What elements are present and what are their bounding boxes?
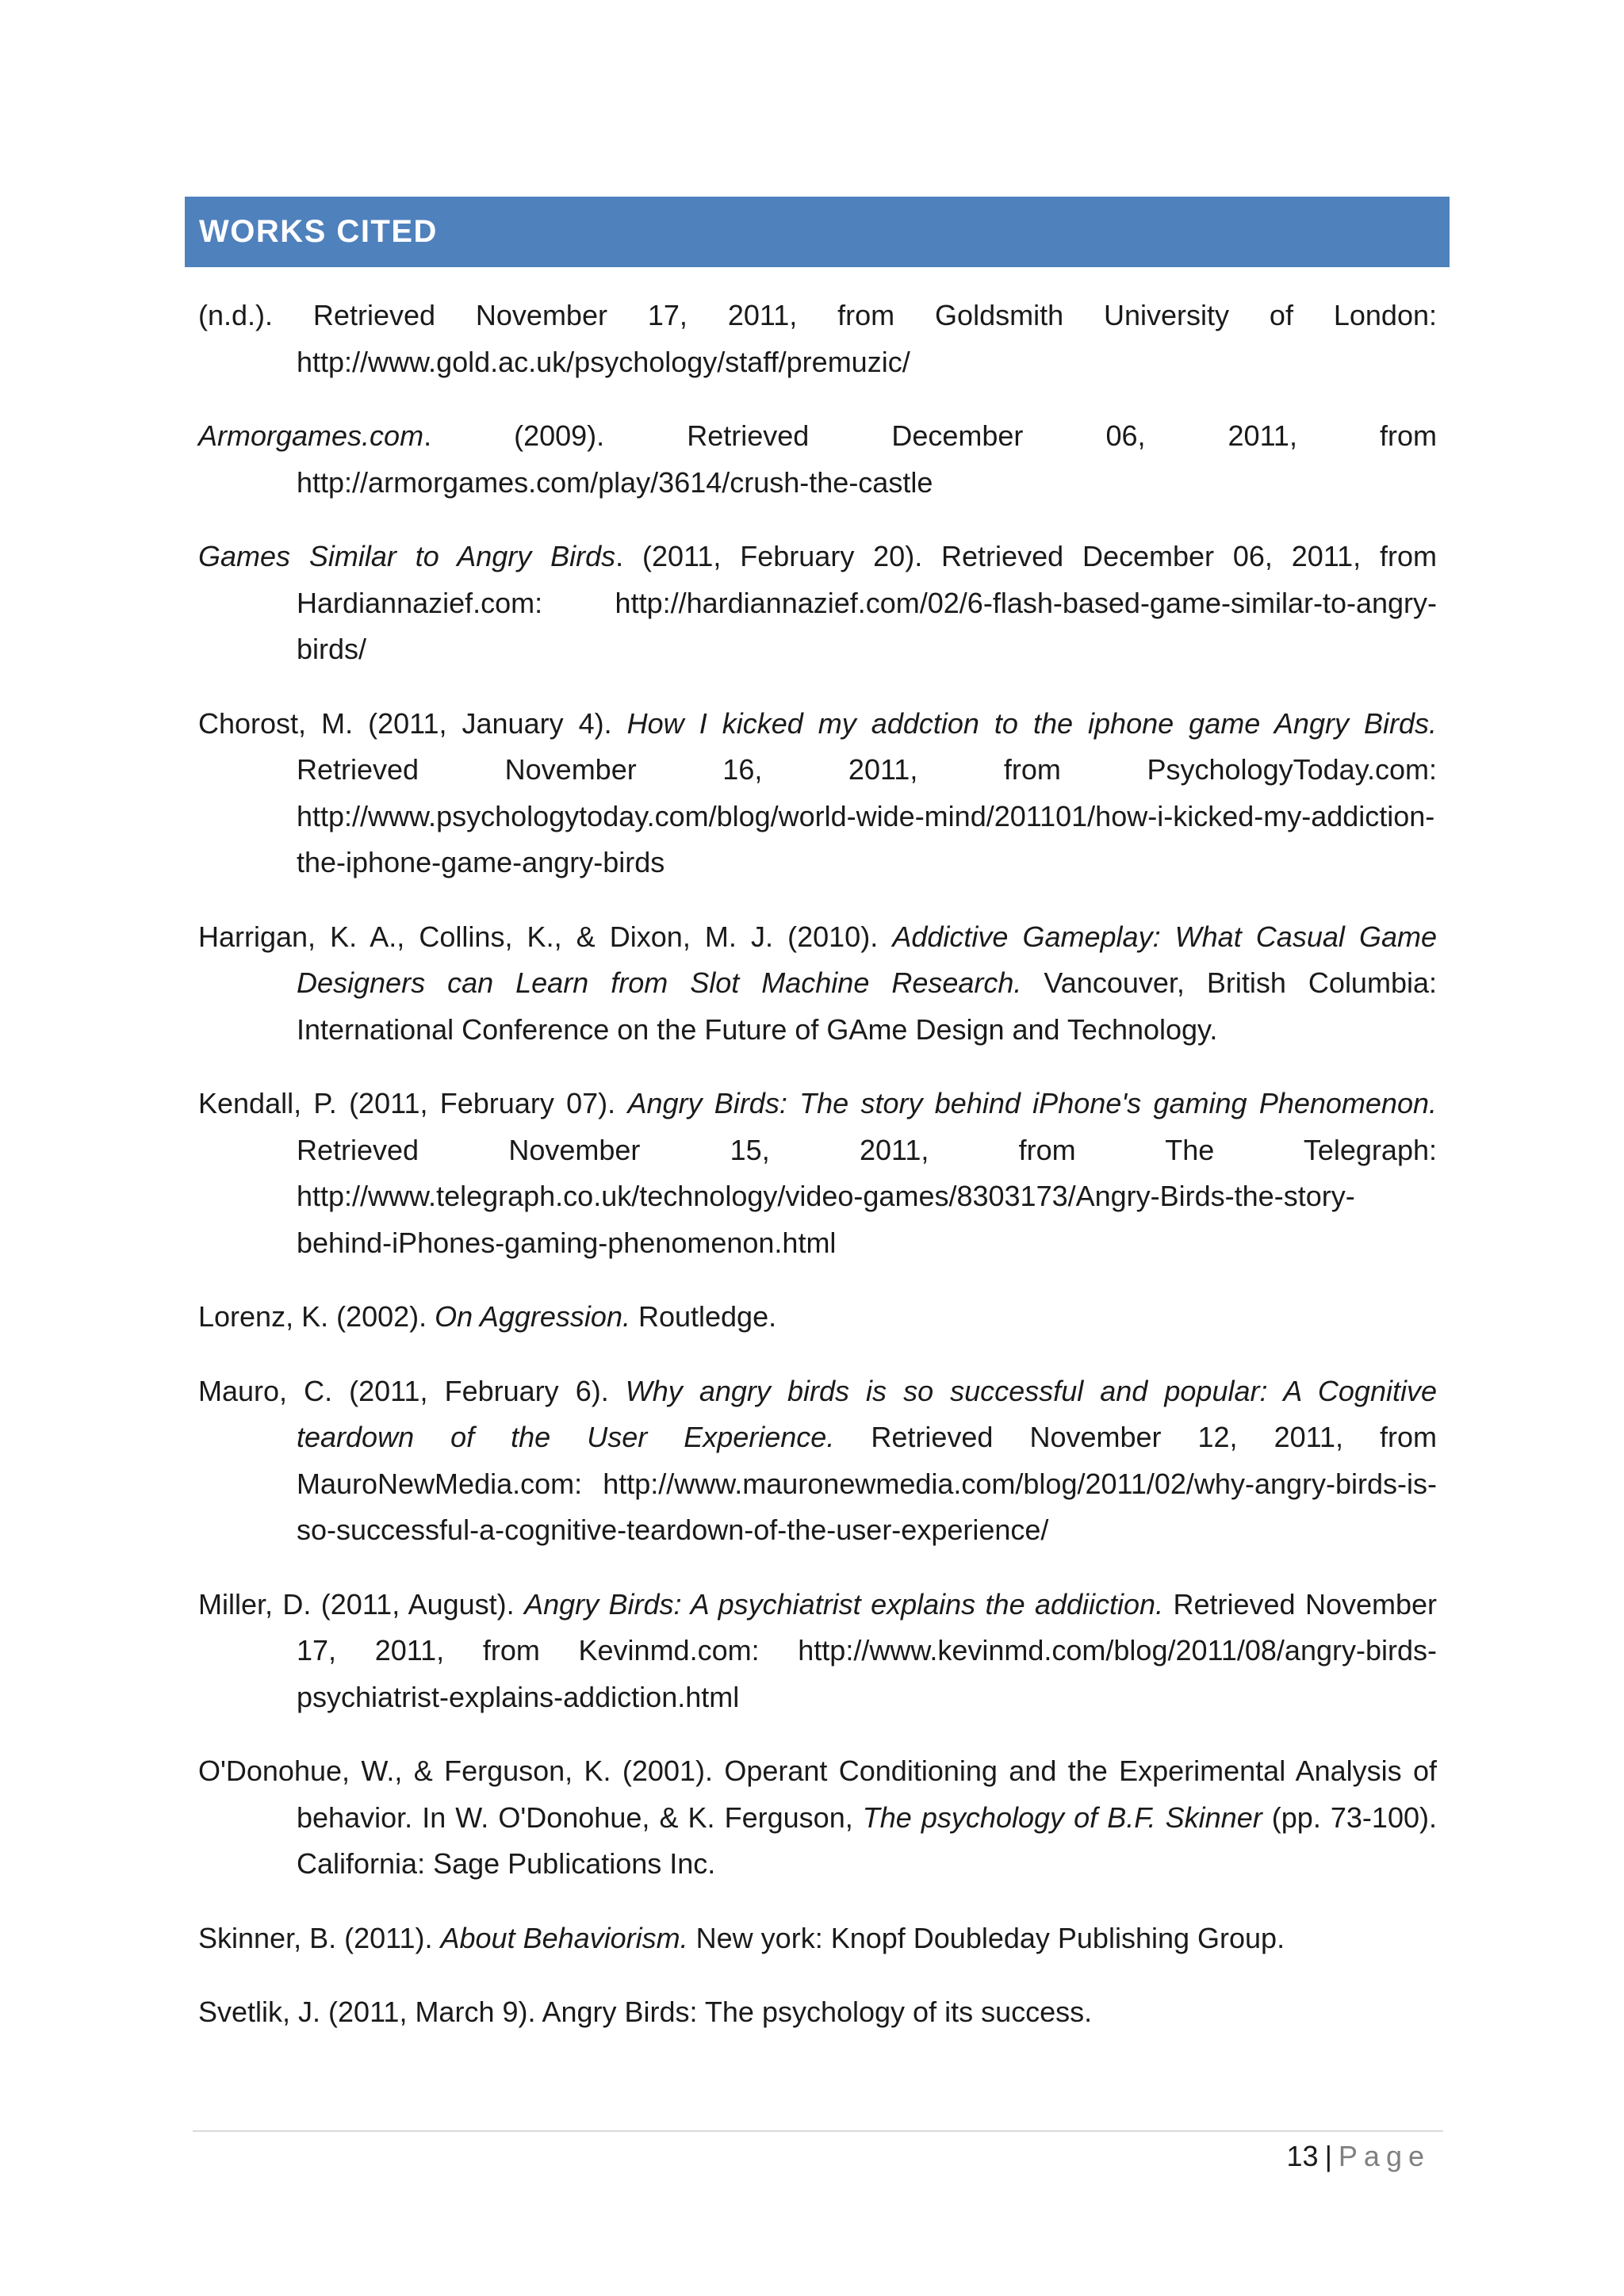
reference-entry	[198, 1582, 1437, 1721]
reference-text: Skinner, B. (2011).	[198, 1921, 441, 1954]
reference-title: About Behaviorism.	[440, 1921, 688, 1954]
reference-text: Retrieved November 12, 2011, from MauroNewMedia.com: http://www.mauronewmedia.com/blog/2011/02/why-angry-birds-is-so-successful-a-cognitive-teardown-of-the-user-experience/	[297, 1421, 1437, 1546]
reference-entry	[198, 1081, 1437, 1266]
reference-title: Armorgames.com	[198, 419, 424, 452]
reference-title: Angry Birds: The story behind iPhone's gaming Phenomenon.	[627, 1087, 1437, 1119]
page-number: 13	[1286, 2140, 1319, 2172]
reference-text: Retrieved November 16, 2011, from PsychologyToday.com: http://www.psychologytoday.com/blog/world-wide-mind/201101/how-i-kicked-my-addiction-the-iphone-game-angry-birds	[297, 753, 1437, 878]
reference-text: New york: Knopf Doubleday Publishing Group.	[688, 1921, 1285, 1954]
page-label: Page	[1338, 2140, 1431, 2172]
reference-text: Lorenz, K. (2002).	[198, 1300, 435, 1333]
footer-divider	[193, 2130, 1443, 2132]
reference-title: On Aggression.	[435, 1300, 630, 1333]
reference-title: Why angry birds is so successful and popular: A Cognitive teardown of the User Experience.	[297, 1374, 1437, 1453]
reference-text: Harrigan, K. A., Collins, K., & Dixon, M. J. (2010).	[198, 920, 893, 953]
works-cited-heading-bar	[185, 197, 1450, 267]
page-footer	[1287, 2137, 1431, 2176]
reference-text: O'Donohue, W., & Ferguson, K. (2001). Operant Conditioning and the Experimental Analysis of behavior. In W. O'Donohue, & K. Ferguson,	[198, 1755, 1437, 1834]
reference-entry	[198, 413, 1437, 506]
reference-entry	[198, 1368, 1437, 1554]
reference-text: Svetlik, J. (2011, March 9). Angry Birds: The psychology of its success.	[198, 1996, 1093, 2028]
reference-title: Addictive Gameplay: What Casual Game Designers can Learn from Slot Machine Research.	[297, 920, 1437, 999]
reference-entry	[198, 1915, 1437, 1962]
reference-entry	[198, 534, 1437, 673]
reference-title: How I kicked my addction to the iphone game Angry Birds.	[626, 706, 1437, 740]
reference-text: Miller, D. (2011, August).	[198, 1587, 525, 1621]
reference-text: Mauro, C. (2011, February 6).	[198, 1374, 626, 1407]
footer-separator: |	[1324, 2140, 1332, 2172]
reference-entry	[198, 914, 1437, 1054]
reference-list	[198, 293, 1437, 2064]
reference-text: . (2009). Retrieved December 06, 2011, from http://armorgames.com/play/3614/crush-the-castle	[297, 419, 1437, 499]
reference-entry	[198, 1989, 1437, 2036]
reference-text: Chorost, M. (2011, January 4).	[198, 706, 627, 740]
reference-entry	[198, 1748, 1437, 1888]
reference-title: Angry Birds: A psychiatrist explains the addiiction.	[524, 1587, 1164, 1621]
reference-text: (n.d.). Retrieved November 17, 2011, from Goldsmith University of London: http://www.gold.ac.uk/psychology/staff/premuzic/	[198, 299, 1437, 378]
reference-title: Games Similar to Angry Birds	[198, 540, 616, 572]
reference-text: Retrieved November 15, 2011, from The Telegraph: http://www.telegraph.co.uk/technology/video-games/8303173/Angry-Birds-the-story-behind-iPhones-gaming-phenomenon.html	[297, 1133, 1437, 1259]
reference-text: (pp. 73-100). California: Sage Publications Inc.	[297, 1800, 1437, 1880]
reference-text: . (2011, February 20). Retrieved December 06, 2011, from Hardiannazief.com: http://hardiannazief.com/02/6-flash-based-game-similar-to-angry-birds/	[297, 540, 1438, 665]
reference-entry	[198, 1294, 1437, 1341]
works-cited-heading: WORKS CITED	[199, 214, 438, 249]
reference-text: Retrieved November 17, 2011, from Kevinmd.com: http://www.kevinmd.com/blog/2011/08/angry-birds-psychiatrist-explains-addiction.html	[297, 1587, 1438, 1713]
reference-text: Routledge.	[630, 1300, 777, 1333]
reference-entry	[198, 701, 1437, 886]
reference-text: Vancouver, British Columbia: International Conference on the Future of GAme Design and Technology.	[297, 966, 1437, 1046]
reference-title: The psychology of B.F. Skinner	[862, 1800, 1262, 1834]
reference-text: Kendall, P. (2011, February 07).	[198, 1087, 628, 1119]
reference-entry	[198, 293, 1437, 385]
